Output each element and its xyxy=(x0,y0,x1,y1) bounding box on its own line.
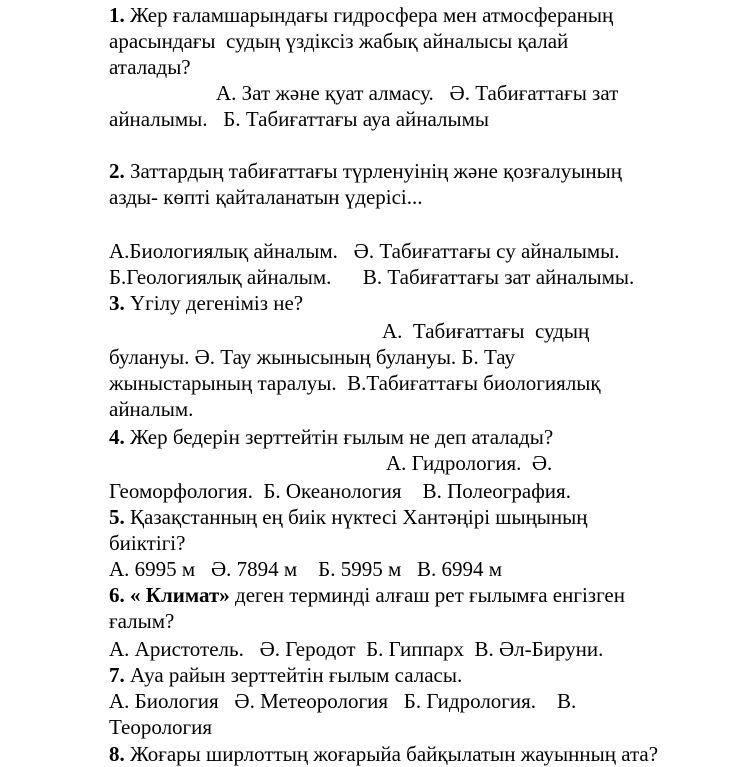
question-7-line-1 xyxy=(109,662,462,688)
question-number: 5. xyxy=(109,505,125,529)
question-number: 8. xyxy=(109,742,125,766)
question-4-options-line-2: Геоморфология. Б. Океанология В. Полеография. xyxy=(109,479,571,503)
question-3-options-line-2: булануы. Ә. Тау жынысының булануы. Б. Тау xyxy=(109,345,516,369)
question-text: Ауа райын зерттейтін ғылым саласы. xyxy=(124,663,463,687)
question-2-options-line-1: А.Биологиялық айналым. Ә. Табиғаттағы су айналымы. xyxy=(109,239,620,263)
question-2-line-1 xyxy=(109,158,622,184)
question-text: Үгілу дегеніміз не? xyxy=(124,291,304,315)
question-5-line-1 xyxy=(109,504,588,530)
question-number: 6. « Климат» xyxy=(109,583,230,607)
question-1-line-2: арасындағы судың үздіксіз жабық айналысы қалай xyxy=(109,29,569,53)
question-number: 7. xyxy=(109,663,125,687)
question-7-options-line-1: А. Биология Ә. Метеорология Б. Гидрология. В. xyxy=(109,689,577,713)
question-text: Жер бедерін зерттейтін ғылым не деп аталады? xyxy=(124,425,554,449)
question-4-options-line-1: А. Гидрология. Ә. xyxy=(386,451,553,475)
question-7-options-line-2: Теорология xyxy=(109,715,213,739)
question-number: 2. xyxy=(109,159,125,183)
question-6-line-2: ғалым? xyxy=(109,609,175,633)
question-8-line-1 xyxy=(109,741,658,767)
question-3-options-line-3: жыныстарының таралуы. В.Табиғаттағы биологиялық xyxy=(109,371,601,395)
question-text: деген терминді алғаш рет ғылымға енгізген xyxy=(229,583,625,607)
question-2-line-2: азды- көпті қайталанатын үдерісі... xyxy=(109,185,423,209)
question-number: 4. xyxy=(109,425,125,449)
question-1-line-1 xyxy=(109,2,613,28)
question-text: Заттардың табиғаттағы түрленуінің және қозғалуының xyxy=(124,159,622,183)
question-number: 1. xyxy=(109,3,125,27)
question-text: Жер ғаламшарындағы гидросфера мен атмосфераның xyxy=(124,3,614,27)
question-3-options-line-1: А. Табиғаттағы судың xyxy=(382,319,590,343)
question-1-options-line-1: А. Зат және қуат алмасу. Ә. Табиғаттағы зат xyxy=(216,81,619,105)
question-6-line-1 xyxy=(109,582,625,608)
question-5-options-line-1: А. 6995 м Ә. 7894 м Б. 5995 м В. 6994 м xyxy=(109,557,503,581)
question-text: Жоғары ширлоттың жоғарыйа байқылатын жауынның ата? xyxy=(124,742,659,766)
question-5-line-2: биіктігі? xyxy=(109,531,186,555)
question-text: Қазақстанның ең биік нүктесі Хантәңірі шыңының xyxy=(124,505,588,529)
question-number: 3. xyxy=(109,291,125,315)
question-6-options-line-1: А. Аристотель. Ә. Геродот Б. Гиппарх В. Әл-Бируни. xyxy=(109,637,604,661)
question-1-line-3: аталады? xyxy=(109,55,191,79)
question-3-options-line-4: айналым. xyxy=(109,397,194,421)
question-2-options-line-2: Б.Геологиялық айналым. В. Табиғаттағы зат айналымы. xyxy=(109,265,635,289)
question-4-line-1 xyxy=(109,424,553,450)
question-3-line-1 xyxy=(109,290,303,316)
question-1-options-line-2: айналымы. Б. Табиғаттағы ауа айналымы xyxy=(109,107,490,131)
